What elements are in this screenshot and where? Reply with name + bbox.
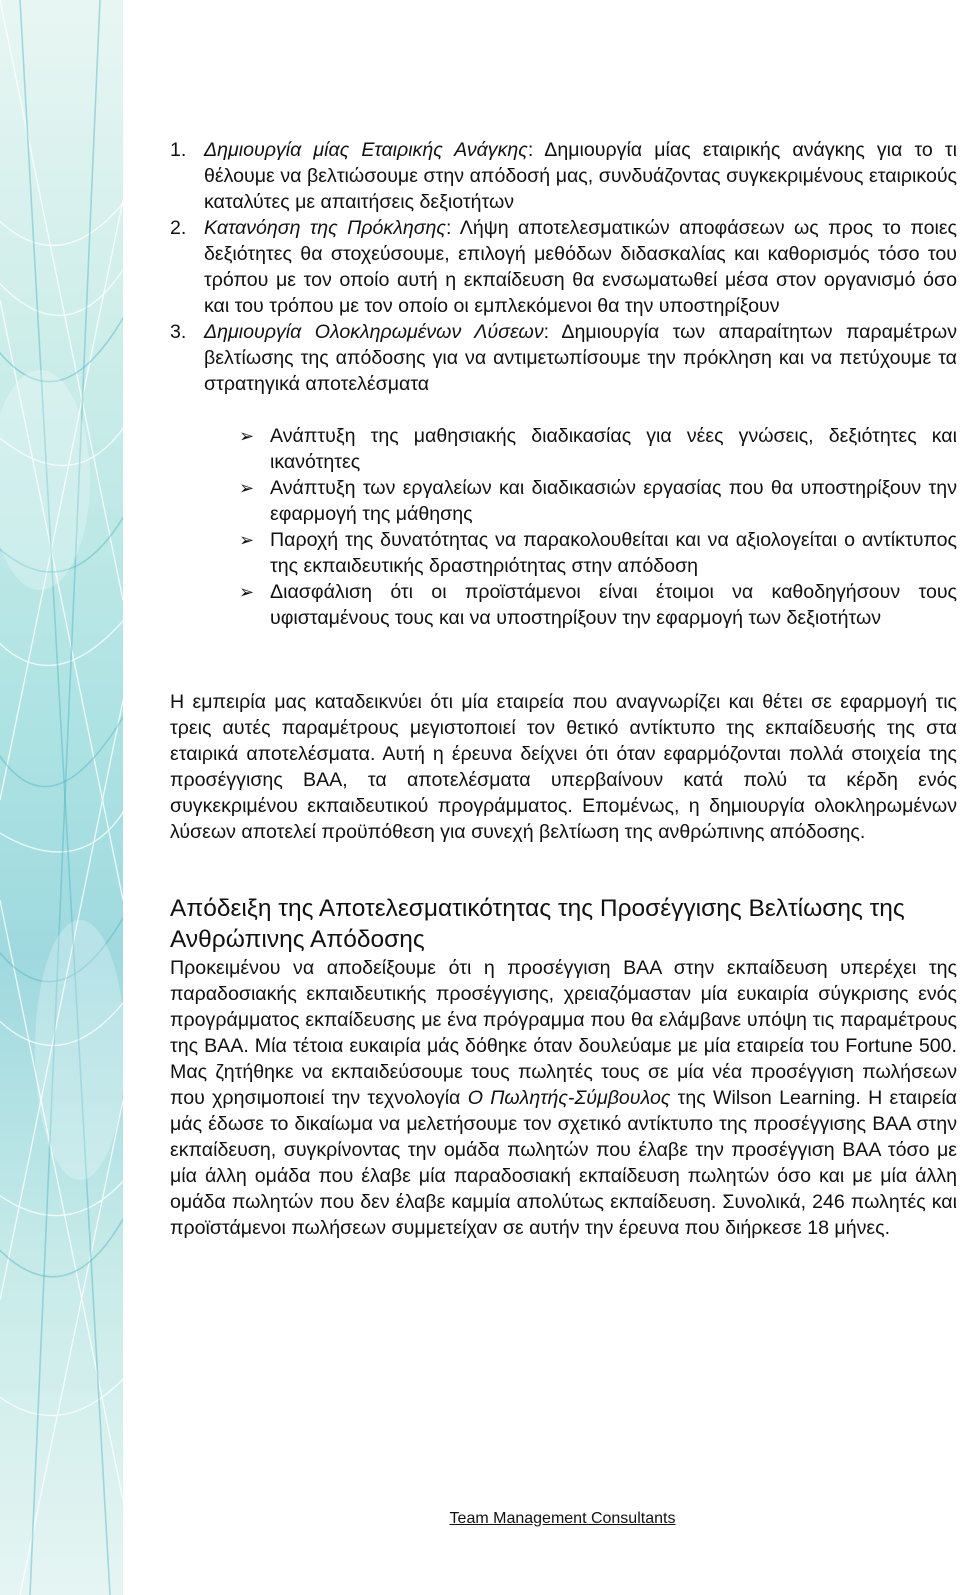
list-item-text: : Δημιουργία των απαραίτητων παραμέτρων βελτίωσης της απόδοσης για να αντιμετωπίσουμε την πρόκληση και να πετύχουμε τα στρατηγικά αποτελέσματα — [204, 321, 957, 395]
body-paragraph — [170, 955, 957, 1241]
paragraph-text: Προκειμένου να αποδείξουμε ότι η προσέγγιση ΒΑΑ στην εκπαίδευση υπερέχει της παραδοσιακής εκπαιδευτικής προσέγγισης, χρειαζόμασταν μία ευκαιρία σύγκρισης ενός προγράμματος εκπαίδευσης με ένα πρόγραμμα που θα ελάμβανε υπόψη τις παραμέτρους της ΒΑΑ. Μία τέτοια ευκαιρία μάς δόθηκε όταν δουλεύαμε με μία εταιρεία του Fortune 500. Μας ζητήθηκε να εκπαιδεύσουμε τους πωλητές τους σε μία νέα προσέγγιση πωλήσεων που χρησιμοποιεί την τεχνολογία — [170, 957, 957, 1109]
arrow-bullet-icon: ➢ — [239, 582, 255, 602]
arrow-bullet-icon: ➢ — [239, 478, 255, 498]
list-number: 3. — [170, 321, 187, 343]
list-item-text: : Δημιουργία μίας εταιρικής ανάγκης για το τι θέλουμε να βελτιώσουμε στην απόδοσή μας, συνδυάζοντας συγκεκριμένους εταιρικούς καταλύτες με απαιτήσεις δεξιοτήτων — [204, 139, 957, 213]
paragraph-text: της Wilson Learning. Η εταιρεία μάς έδωσε το δικαίωμα να μελετήσουμε τον σχετικό αντίκτυπο της προσέγγισης ΒΑΑ στην εκπαίδευση, συγκρίνοντας την ομάδα πωλητών που έλαβε την προσέγγιση ΒΑΑ τόσο με μία άλλη ομάδα που έλαβε μία παραδοσιακή εκπαίδευση πωλητών όσο και με μία άλλη ομάδα πωλητών που δεν έλαβε καμμία απολύτως εκπαίδευση. Συνολικά, 246 πωλητές και προϊστάμενοι πωλήσεων συμμετείχαν σε αυτήν την έρευνα που διήρκεσε 18 μήνες. — [170, 1087, 958, 1239]
list-item — [170, 137, 957, 215]
page-footer: Team Management Consultants — [449, 1510, 676, 1527]
arrow-bullet-icon: ➢ — [239, 530, 255, 550]
list-item-title: Δημιουργία μίας Εταιρικής Ανάγκης — [204, 139, 528, 161]
bullet-text: Παροχή της δυνατότητας να παρακολουθείται και να αξιολογείται ο αντίκτυπος της εκπαιδευτικής δραστηριότητας στην απόδοση — [270, 529, 957, 577]
list-item — [170, 319, 957, 397]
numbered-list — [170, 137, 957, 397]
section-heading: Απόδειξη της Αποτελεσματικότητας της Προσέγγισης Βελτίωσης της Ανθρώπινης Απόδοσης — [170, 895, 905, 953]
bullet-item — [170, 527, 957, 579]
list-number: 2. — [170, 217, 187, 239]
arrow-bullet-icon: ➢ — [239, 426, 255, 446]
list-item-title: Κατανόηση της Πρόκλησης — [204, 217, 446, 239]
product-name: Ο Πωλητής-Σύμβουλος — [467, 1087, 671, 1109]
bullet-item — [170, 423, 957, 475]
body-paragraph: Η εμπειρία μας καταδεικνύει ότι μία εταιρεία που αναγνωρίζει και θέτει σε εφαρμογή τις τρεις αυτές παραμέτρους μεγιστοποιεί τον θετικό αντίκτυπο της εκπαίδευσής της στα εταιρικά αποτελέσματα. Αυτή η έρευνα δείχνει ότι όταν εφαρμόζονται πολλά στοιχεία της προσέγγισης ΒΑΑ, τα αποτελέσματα υπερβαίνουν κατά πολύ τα κέρδη ενός συγκεκριμένου εκπαιδευτικού προγράμματος. Επομένως, η δημιουργία ολοκληρωμένων λύσεων αποτελεί προϋπόθεση για συνεχή βελτίωση της ανθρώπινης απόδοσης. — [170, 691, 957, 843]
list-item — [170, 215, 957, 319]
sidebar-pattern-graphic — [0, 0, 123, 1595]
bullet-text: Ανάπτυξη των εργαλείων και διαδικασιών εργασίας που θα υποστηρίξουν την εφαρμογή της μάθησης — [270, 477, 957, 525]
bullet-item — [170, 475, 957, 527]
list-number: 1. — [170, 139, 187, 161]
decorative-sidebar — [0, 0, 123, 1595]
bullet-list — [170, 423, 957, 631]
list-item-title: Δημιουργία Ολοκληρωμένων Λύσεων — [204, 321, 544, 343]
bullet-text: Διασφάλιση ότι οι προϊστάμενοι είναι έτοιμοι να καθοδηγήσουν τους υφισταμένους τους και να υποστηρίξουν την εφαρμογή των δεξιοτήτων — [270, 581, 957, 629]
list-item-text: : Λήψη αποτελεσματικών αποφάσεων ως προς το ποιες δεξιότητες θα στοχεύσουμε, επιλογή μεθόδων διδασκαλίας και καθορισμός τόσο του τρόπου με τον οποίο αυτή η εκπαίδευση θα ενσωματωθεί μέσα στον οργανισμό όσο και του τρόπου με τον οποίο οι εμπλεκόμενοι θα την υποστηρίξουν — [204, 217, 957, 317]
bullet-text: Ανάπτυξη της μαθησιακής διαδικασίας για νέες γνώσεις, δεξιότητες και ικανότητες — [270, 425, 957, 473]
bullet-item — [170, 579, 957, 631]
